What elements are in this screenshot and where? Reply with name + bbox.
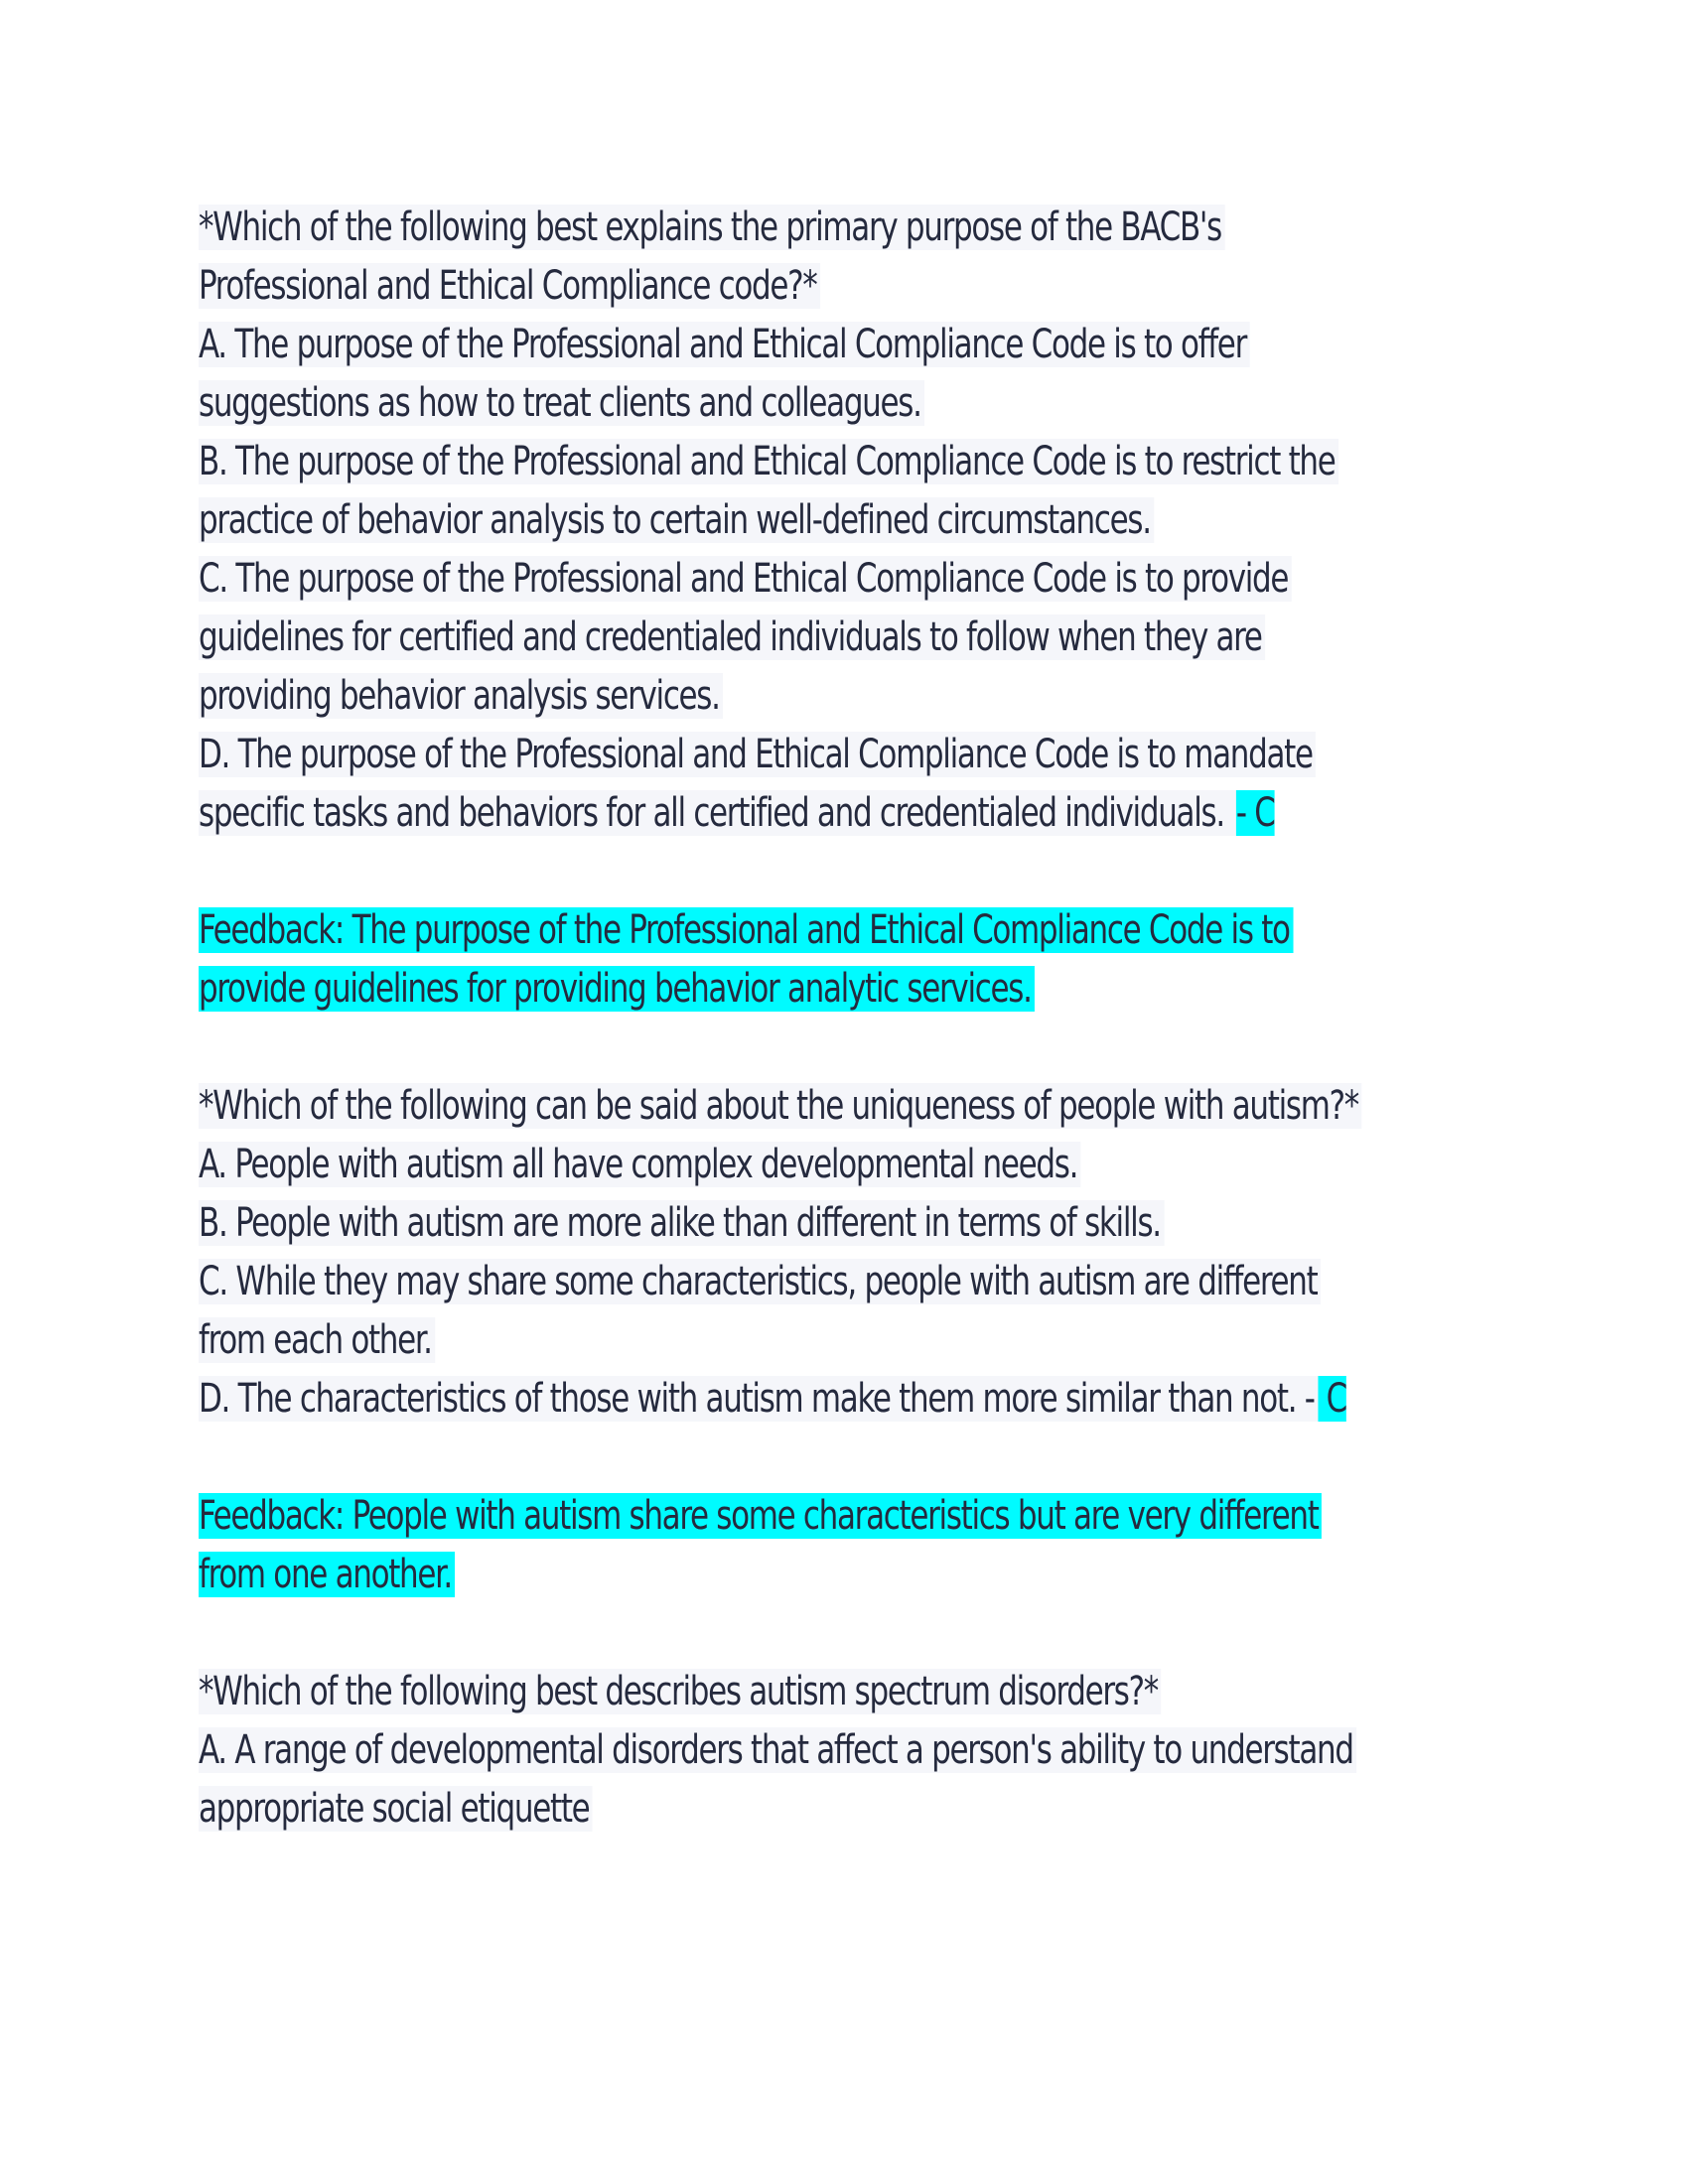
spacer <box>199 1429 1489 1487</box>
question-1-answer: - C <box>1235 790 1275 836</box>
question-1-option-b-line-2: practice of behavior analysis to certain well-defined circumstances. <box>199 491 1489 550</box>
question-2-option-c-line-1: C. While they may share some characteristics, people with autism are different <box>199 1253 1489 1311</box>
question-1-option-b-line-1: B. The purpose of the Professional and Ethical Compliance Code is to restrict the <box>199 433 1489 491</box>
question-1-stem-line-2: Professional and Ethical Compliance code?* <box>199 257 1489 316</box>
spacer <box>199 843 1489 901</box>
question-2-option-c-line-2: from each other. <box>199 1311 1489 1370</box>
question-2-feedback-line-1: Feedback: People with autism share some characteristics but are very different <box>199 1487 1489 1546</box>
spacer <box>199 1604 1489 1663</box>
question-2-option-a: A. People with autism all have complex developmental needs. <box>199 1136 1489 1194</box>
question-1-option-d-line-2: specific tasks and behaviors for all certified and credentialed individuals. - C <box>199 790 1275 836</box>
question-1-option-c-line-2: guidelines for certified and credentialed individuals to follow when they are <box>199 609 1489 667</box>
question-1-option-a-line-2: suggestions as how to treat clients and colleagues. <box>199 374 1489 433</box>
question-2-feedback-line-2: from one another. <box>199 1546 1489 1604</box>
question-block-1 <box>199 199 1489 1077</box>
question-1-option-a-line-1: A. The purpose of the Professional and Ethical Compliance Code is to offer <box>199 316 1489 374</box>
question-1-feedback-line-1: Feedback: The purpose of the Professional and Ethical Compliance Code is to <box>199 901 1489 960</box>
question-1-feedback-line-2: provide guidelines for providing behavior analytic services. <box>199 960 1489 1019</box>
question-2-stem: *Which of the following can be said about the uniqueness of people with autism?* <box>199 1077 1489 1136</box>
document-content <box>199 199 1489 1839</box>
question-3-stem: *Which of the following best describes autism spectrum disorders?* <box>199 1663 1489 1721</box>
question-3-option-a-line-2: appropriate social etiquette <box>199 1780 1489 1839</box>
question-2-option-d: D. The characteristics of those with autism make them more similar than not. - C <box>199 1376 1346 1422</box>
question-3-option-a-line-1: A. A range of developmental disorders that affect a person's ability to understand <box>199 1721 1489 1780</box>
spacer <box>199 1019 1489 1077</box>
question-2-option-b: B. People with autism are more alike than different in terms of skills. <box>199 1194 1489 1253</box>
question-1-stem-line-1: *Which of the following best explains the primary purpose of the BACB's <box>199 199 1489 257</box>
question-2-answer: C <box>1318 1376 1346 1422</box>
question-1-option-c-line-3: providing behavior analysis services. <box>199 667 1489 726</box>
question-1-option-d-line-1: D. The purpose of the Professional and Ethical Compliance Code is to mandate <box>199 726 1489 784</box>
question-block-2 <box>199 1077 1489 1663</box>
question-block-3 <box>199 1663 1489 1839</box>
question-1-option-c-line-1: C. The purpose of the Professional and Ethical Compliance Code is to provide <box>199 550 1489 609</box>
